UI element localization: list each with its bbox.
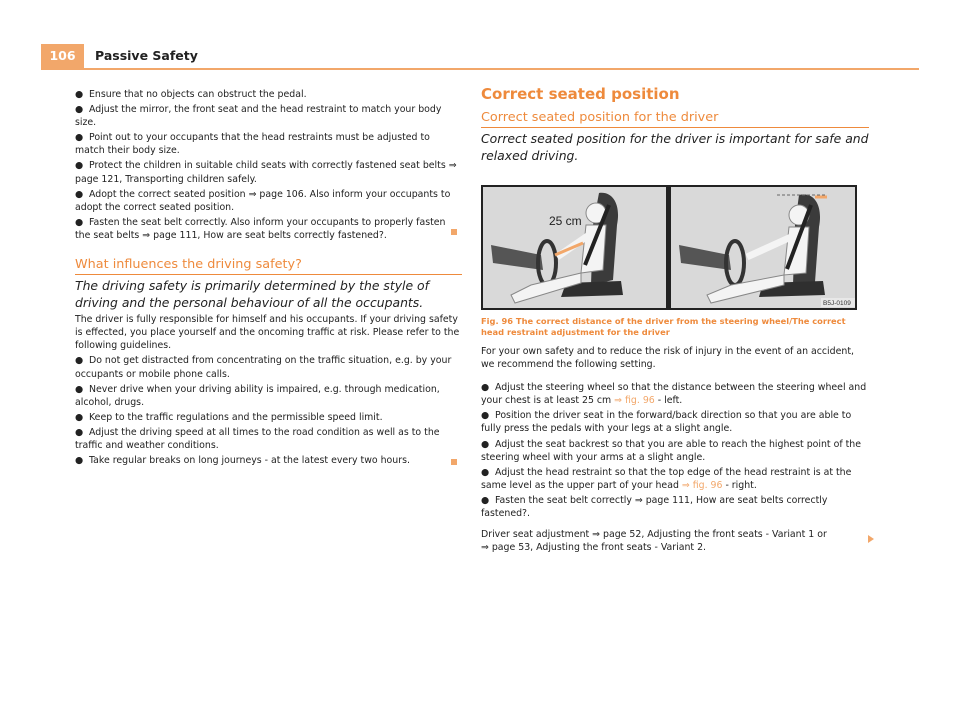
section-title-driver-position: Correct seated position for the driver bbox=[481, 111, 869, 128]
running-header-title: Passive Safety bbox=[95, 48, 198, 63]
list-item: ● Ensure that no objects can obstruct the pedal. bbox=[75, 89, 307, 100]
list-item: ● Adjust the steering wheel so that the distance between the steering wheel and your chest is at least 25 cm ⇒ fig. 96 - left. bbox=[481, 382, 867, 407]
section-end-marker bbox=[451, 459, 457, 465]
continue-arrow-icon bbox=[868, 535, 874, 543]
figure-96 bbox=[481, 185, 857, 310]
figure-caption: Fig. 96 The correct distance of the driver from the steering wheel/The correct head restraint adjustment for the driver bbox=[481, 316, 846, 337]
list-item: ● Adjust the head restraint so that the top edge of the head restraint is at the same level as the upper part of your head ⇒ fig. 96 - right. bbox=[481, 466, 852, 491]
list-item: ● Position the driver seat in the forward/back direction so that you are able to fully press the pedals with your legs at a slight angle. bbox=[481, 410, 852, 435]
figure-code: B5J-0109 bbox=[823, 300, 851, 307]
seat-adjustment-reference: Driver seat adjustment ⇒ page 52, Adjusting the front seats - Variant 1 or bbox=[481, 529, 827, 541]
right-column-bottom bbox=[481, 316, 869, 554]
list-item: ● Take regular breaks on long journeys - at the latest every two hours. bbox=[75, 455, 410, 467]
figure-link[interactable]: ⇒ fig. 96 bbox=[614, 395, 655, 407]
bullet-list-top bbox=[75, 88, 462, 242]
distance-label: 25 cm bbox=[549, 214, 582, 228]
seat-adjustment-reference-2: ⇒ page 53, Adjusting the front seats - Variant 2. bbox=[481, 542, 707, 554]
chapter-title: Correct seated position bbox=[481, 85, 680, 103]
list-item: ● Adjust the mirror, the front seat and the head restraint to match your body size. bbox=[75, 104, 442, 129]
list-item: ● Never drive when your driving ability is impaired, e.g. through medication, alcohol, drugs. bbox=[75, 383, 440, 408]
header-rule bbox=[41, 68, 919, 70]
section-body: The driver is fully responsible for himself and his occupants. If your driving safety is effected, you place yourself and the oncoming traffic at risk. Please refer to the following guidelines. bbox=[75, 314, 460, 352]
list-item: ● Adjust the driving speed at all times to the road condition as well as to the traffic and weather conditions. bbox=[75, 426, 440, 451]
bullet-list-bottom bbox=[75, 354, 462, 467]
bullet-list-right bbox=[481, 381, 869, 520]
list-item: ● Fasten the seat belt correctly. Also inform your occupants to properly fasten the seat belts ⇒ page 111, How are seat belts correctly fastened?. bbox=[75, 216, 446, 241]
section-lead: The driving safety is primarily determined by the style of driving and the personal behaviour of all the occupants. bbox=[75, 278, 429, 311]
list-item: ● Keep to the traffic regulations and the permissible speed limit. bbox=[75, 411, 383, 423]
seat-illustration bbox=[481, 185, 857, 310]
figure-link[interactable]: ⇒ fig. 96 bbox=[681, 479, 723, 491]
intro-text: For your own safety and to reduce the risk of injury in the event of an accident, we recommend the following setting. bbox=[481, 346, 854, 371]
list-item: ● Do not get distracted from concentrating on the traffic situation, e.g. by your occupants or mobile phone calls. bbox=[75, 355, 452, 380]
section-lead: Correct seated position for the driver is important for safe and relaxed driving. bbox=[481, 131, 869, 164]
list-item: ● Point out to your occupants that the head restraints must be adjusted to match their body size. bbox=[75, 132, 430, 157]
section-end-marker bbox=[451, 229, 457, 235]
page-number: 106 bbox=[41, 44, 84, 68]
list-item: ● Adopt the correct seated position ⇒ page 106. Also inform your occupants to adopt the correct seated position. bbox=[75, 188, 451, 213]
list-item: ● Protect the children in suitable child seats with correctly fastened seat belts ⇒ page 121, Transporting children safely. bbox=[75, 160, 457, 185]
list-item: ● Adjust the seat backrest so that you are able to reach the highest point of the steering wheel with your arms at a slight angle. bbox=[481, 438, 861, 463]
list-item: ● Fasten the seat belt correctly ⇒ page 111, How are seat belts correctly fastened?. bbox=[481, 494, 828, 520]
left-column bbox=[75, 88, 462, 469]
section-title-driving-safety: What influences the driving safety? bbox=[75, 258, 462, 275]
right-column-top bbox=[481, 85, 869, 166]
